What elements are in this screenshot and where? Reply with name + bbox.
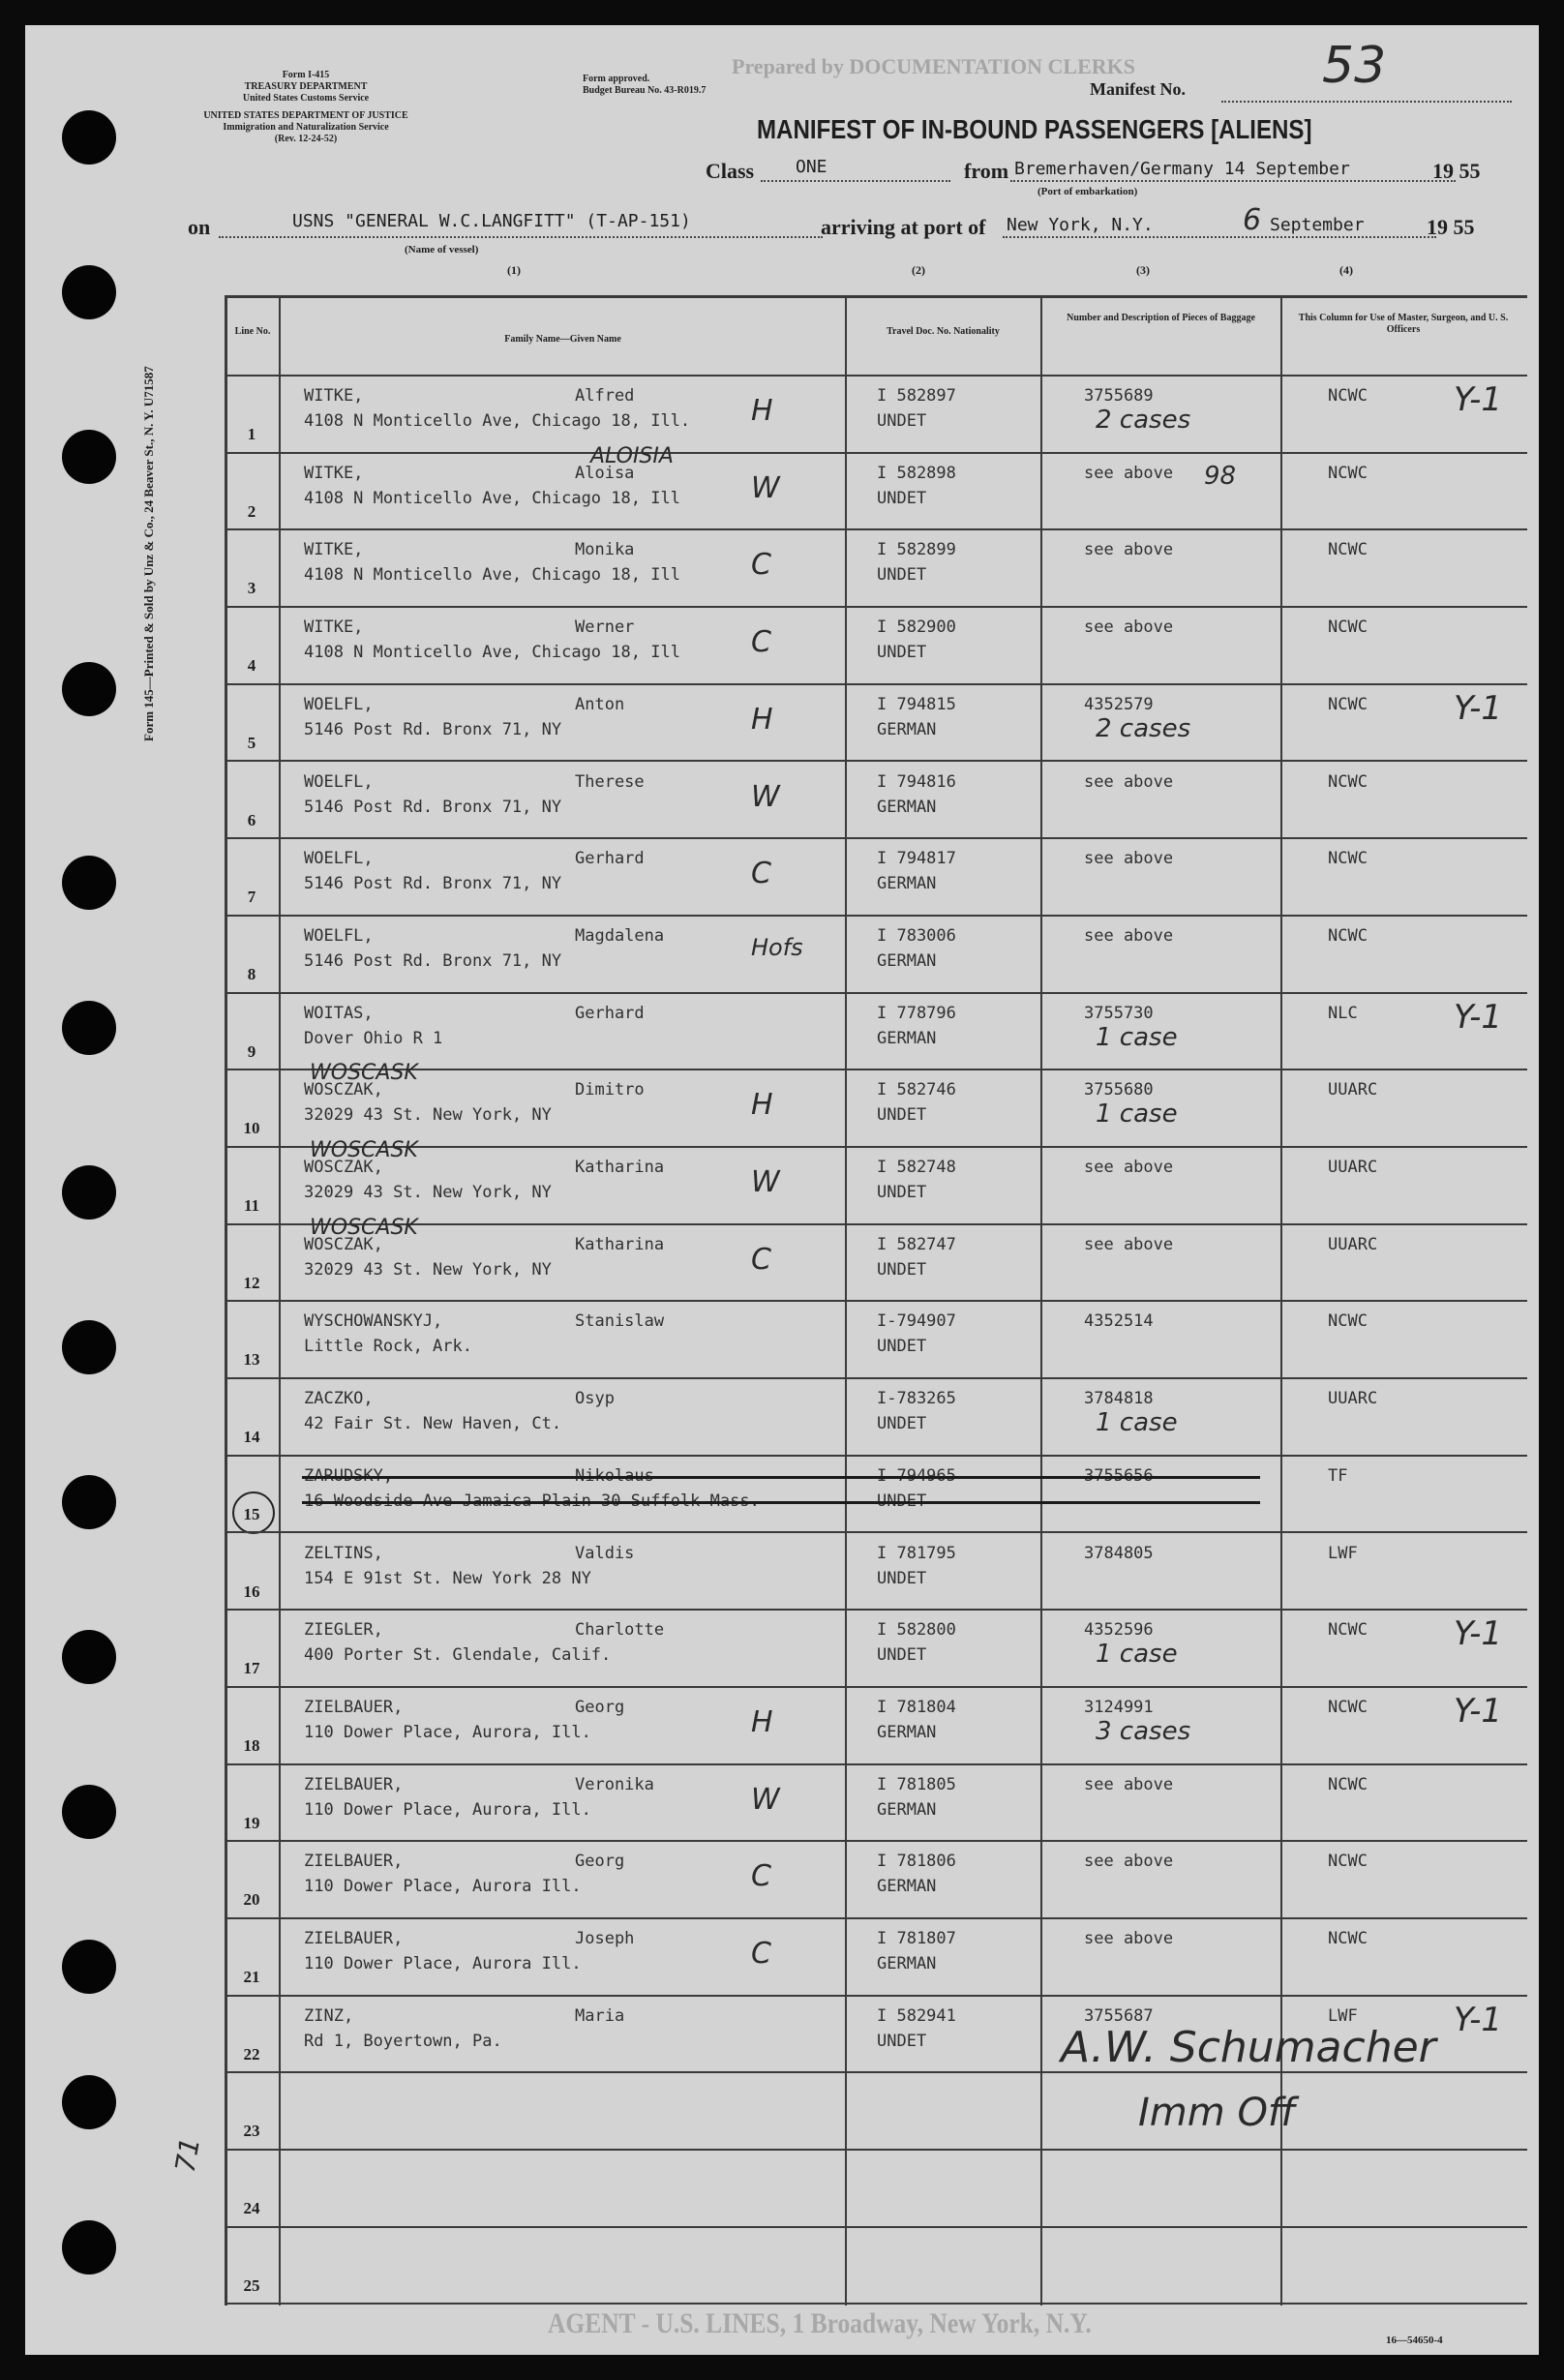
manifest-number: 53 [1322, 37, 1387, 95]
arrival-port: New York, N.Y. [1007, 215, 1154, 235]
given-name: Stanislaw [575, 1311, 665, 1332]
nationality: UNDET [877, 411, 927, 431]
address: 400 Porter St. Glendale, Calif. [304, 1645, 612, 1666]
family-name: ZIELBAUER, [304, 1852, 404, 1872]
baggage-number: see above [1084, 1158, 1174, 1177]
arrival-year: 19 55 [1427, 215, 1475, 239]
class-label: Class [706, 159, 755, 183]
given-name: Anton [575, 694, 625, 714]
agency-code: TF [1328, 1465, 1348, 1486]
agency-code: NCWC [1328, 386, 1368, 406]
travel-doc-number: I 582897 [877, 386, 956, 406]
officer-note: Y-1 [1454, 688, 1502, 728]
nationality: UNDET [877, 1105, 927, 1126]
relationship-mark: C [751, 548, 771, 583]
travel-doc-number: I 582748 [877, 1158, 956, 1177]
travel-doc-number: I 582747 [877, 1234, 956, 1254]
arrival-day: 6 [1243, 203, 1262, 237]
line-number: 25 [243, 2275, 260, 2295]
baggage-number: see above [1084, 618, 1174, 638]
agency-code: LWF [1328, 2005, 1358, 2026]
officer-title: Imm Off [1138, 2091, 1296, 2135]
table-row [225, 1534, 1527, 1612]
officer-signature: A.W. Schumacher [1061, 2023, 1436, 2072]
address: 110 Dower Place, Aurora Ill. [304, 1954, 582, 1973]
arrival-month: September [1270, 215, 1365, 235]
from-value: Bremerhaven/Germany 14 September [1014, 159, 1350, 179]
address: 110 Dower Place, Aurora Ill. [304, 1877, 582, 1897]
baggage-number: 3755730 [1084, 1003, 1154, 1023]
baggage-number: 3784805 [1084, 1543, 1154, 1563]
class-value: ONE [796, 157, 827, 177]
travel-doc-number: I 582898 [877, 463, 956, 483]
punch-hole [62, 110, 116, 165]
nationality: UNDET [877, 2031, 927, 2051]
given-name: Katharina [575, 1158, 665, 1177]
travel-doc-number: I 582746 [877, 1080, 956, 1100]
agency-code: UUARC [1328, 1080, 1378, 1100]
nationality: GERMAN [877, 1028, 937, 1048]
given-name: Aloisa [575, 463, 635, 483]
line-number: 18 [243, 1735, 260, 1755]
address: 110 Dower Place, Aurora, Ill. [304, 1722, 591, 1742]
strike-through-line [302, 1501, 1260, 1504]
table-row [225, 1842, 1527, 1919]
agency-code: NCWC [1328, 925, 1368, 946]
relationship-mark: W [751, 470, 780, 505]
relationship-mark: C [751, 1242, 771, 1277]
family-name: ZIELBAUER, [304, 1929, 404, 1948]
family-name: WITKE, [304, 386, 364, 406]
given-name: Gerhard [575, 849, 645, 869]
travel-doc-number: I 794816 [877, 771, 956, 792]
given-name: Joseph [575, 1929, 635, 1948]
baggage-number: 4352514 [1084, 1311, 1154, 1332]
given-name: Dimitro [575, 1080, 645, 1100]
baggage-handwritten: 1 case [1096, 1640, 1178, 1670]
col-header-officers: This Column for Use of Master, Surgeon, and U. S. Officers [1298, 313, 1509, 335]
baggage-handwritten: 98 [1204, 461, 1237, 491]
baggage-number: see above [1084, 849, 1174, 869]
baggage-number: see above [1084, 1852, 1174, 1872]
agency-code: LWF [1328, 1543, 1358, 1563]
agency-code: NCWC [1328, 1697, 1368, 1717]
agency-code: NCWC [1328, 463, 1368, 483]
line-number: 17 [243, 1659, 260, 1678]
line-number: 12 [243, 1273, 260, 1292]
family-name: WYSCHOWANSKYJ, [304, 1311, 443, 1332]
baggage-number: 3784818 [1084, 1389, 1154, 1409]
budget-number: Budget Bureau No. 43-R019.7 [583, 85, 707, 96]
family-name: WOSCZAK, [304, 1080, 383, 1100]
line-number: 16 [243, 1582, 260, 1601]
baggage-number: see above [1084, 1929, 1174, 1948]
baggage-number: see above [1084, 463, 1174, 483]
agency-code: NCWC [1328, 849, 1368, 869]
relationship-mark: C [751, 1937, 771, 1971]
baggage-number: 4352596 [1084, 1620, 1154, 1641]
line-number: 1 [247, 425, 256, 443]
given-name: Katharina [575, 1234, 665, 1254]
travel-doc-number: I 783006 [877, 925, 956, 946]
form-identity [161, 70, 451, 145]
line-number: 15 [243, 1504, 260, 1523]
travel-doc-number: I 794817 [877, 849, 956, 869]
address: Dover Ohio R 1 [304, 1028, 443, 1048]
agency-code: NCWC [1328, 1620, 1368, 1641]
name-correction: WOSCASK [310, 1138, 418, 1162]
nationality: UNDET [877, 1568, 927, 1588]
given-name: Gerhard [575, 1003, 645, 1023]
form-approved: Form approved. [583, 74, 650, 84]
table-row [225, 1215, 1527, 1303]
line-number: 13 [243, 1350, 260, 1370]
officer-note: Y-1 [1454, 1691, 1502, 1731]
table-row [225, 994, 1527, 1071]
punch-hole [62, 1475, 116, 1529]
baggage-number: see above [1084, 1774, 1174, 1794]
table-row [225, 1302, 1527, 1379]
given-name: Valdis [575, 1543, 635, 1563]
form-number: Form I-415 [282, 70, 330, 80]
line-number: 2 [247, 501, 256, 521]
baggage-number: see above [1084, 925, 1174, 946]
address: 32029 43 St. New York, NY [304, 1259, 552, 1280]
baggage-number: 3124991 [1084, 1697, 1154, 1717]
given-name: Magdalena [575, 925, 665, 946]
travel-doc-number: I 781807 [877, 1929, 956, 1948]
baggage-number: 4352579 [1084, 694, 1154, 714]
family-name: WOELFL, [304, 849, 374, 869]
address: 4108 N Monticello Ave, Chicago 18, Ill [304, 488, 680, 508]
punch-hole [62, 430, 116, 484]
baggage-handwritten: 2 cases [1096, 406, 1191, 435]
margin-mark: 71 [168, 2135, 207, 2175]
line-number: 5 [247, 733, 256, 752]
passenger-table [225, 295, 1527, 2305]
table-row [225, 2073, 1527, 2151]
punch-hole [62, 1785, 116, 1839]
relationship-mark: H [751, 1088, 773, 1123]
nationality: UNDET [877, 1645, 927, 1666]
approval-block [583, 74, 706, 97]
punch-hole [62, 856, 116, 910]
vessel-name: USNS "GENERAL W.C.LANGFITT" (T-AP-151) [292, 211, 691, 231]
justice-name: UNITED STATES DEPARTMENT OF JUSTICE [203, 110, 408, 121]
col-header-line: Line No. [234, 326, 271, 337]
family-name: ZIEGLER, [304, 1620, 383, 1641]
baggage-number: see above [1084, 771, 1174, 792]
relationship-mark: C [751, 625, 771, 660]
travel-doc-number: I 781806 [877, 1852, 956, 1872]
address: 154 E 91st St. New York 28 NY [304, 1568, 591, 1588]
relationship-mark: W [751, 1165, 780, 1199]
table-row [225, 2151, 1527, 2228]
agency-code: NCWC [1328, 1311, 1368, 1332]
column-number-1: (1) [507, 263, 521, 277]
nationality: GERMAN [877, 1799, 937, 1820]
punch-hole [62, 1940, 116, 1994]
punch-hole [62, 1165, 116, 1220]
table-row [225, 1611, 1527, 1688]
nationality: GERMAN [877, 950, 937, 971]
name-correction: WOSCASK [310, 1215, 418, 1240]
vessel-name-note: (Name of vessel) [405, 244, 479, 256]
table-row [225, 1379, 1527, 1457]
column-number-4: (4) [1339, 263, 1353, 277]
line-number: 4 [247, 656, 256, 676]
travel-doc-number: I 781805 [877, 1774, 956, 1794]
family-name: WOITAS, [304, 1003, 374, 1023]
table-row [225, 839, 1527, 917]
family-name: ZIELBAUER, [304, 1774, 404, 1794]
address: 5146 Post Rd. Bronx 71, NY [304, 874, 562, 894]
address: 4108 N Monticello Ave, Chicago 18, Ill [304, 565, 680, 586]
punch-hole [62, 662, 116, 716]
given-name: Alfred [575, 386, 635, 406]
agent-stamp: AGENT - U.S. LINES, 1 Broadway, New York, N.Y. [548, 2307, 1092, 2339]
line-number: 10 [243, 1119, 260, 1138]
nationality: GERMAN [877, 874, 937, 894]
line-number: 20 [243, 1890, 260, 1910]
line-number: 9 [247, 1041, 256, 1061]
agency-code: NCWC [1328, 1852, 1368, 1872]
port-embark-note: (Port of embarkation) [1038, 186, 1138, 197]
agency-code: UUARC [1328, 1158, 1378, 1177]
punch-hole [62, 2075, 116, 2129]
address: 4108 N Monticello Ave, Chicago 18, Ill. [304, 411, 691, 431]
ins-name: Immigration and Naturalization Service [223, 122, 389, 133]
agency-code: NCWC [1328, 694, 1368, 714]
family-name: WOELFL, [304, 925, 374, 946]
relationship-mark: H [751, 394, 773, 428]
baggage-number: see above [1084, 540, 1174, 560]
table-row [225, 1457, 1527, 1534]
travel-doc-number: I 582800 [877, 1620, 956, 1641]
table-row [225, 608, 1527, 685]
travel-doc-number: I 781804 [877, 1697, 956, 1717]
given-name: Georg [575, 1852, 625, 1872]
line-number: 14 [243, 1428, 260, 1447]
nationality: GERMAN [877, 1877, 937, 1897]
address: Little Rock, Ark. [304, 1337, 472, 1357]
col-header-name: Family Name—Given Name [504, 334, 621, 345]
given-name: Charlotte [575, 1620, 665, 1641]
from-label: from [964, 159, 1009, 183]
punch-hole [62, 1001, 116, 1055]
form-code: 16—54650-4 [1386, 2335, 1443, 2346]
officer-note: Y-1 [1454, 380, 1502, 419]
table-row [225, 1765, 1527, 1843]
given-name: Monika [575, 540, 635, 560]
baggage-handwritten: 2 cases [1096, 713, 1191, 743]
strike-through-line [302, 1476, 1260, 1479]
line-number: 7 [247, 888, 256, 907]
page-title: MANIFEST OF IN-BOUND PASSENGERS [ALIENS] [757, 114, 1312, 144]
officer-note: Y-1 [1454, 2000, 1502, 2039]
address: 4108 N Monticello Ave, Chicago 18, Ill [304, 643, 680, 663]
family-name: ZACZKO, [304, 1389, 374, 1409]
travel-doc-number: I 582941 [877, 2005, 956, 2026]
officer-note: Y-1 [1454, 1614, 1502, 1654]
address: 42 Fair St. New Haven, Ct. [304, 1414, 562, 1434]
baggage-handwritten: 1 case [1096, 1408, 1178, 1438]
manifest-page [25, 25, 1539, 2355]
officer-note: Y-1 [1454, 997, 1502, 1037]
address: 5146 Post Rd. Bronx 71, NY [304, 719, 562, 739]
travel-doc-number: I-794907 [877, 1311, 956, 1332]
relationship-mark: C [751, 1859, 771, 1894]
line-number: 19 [243, 1813, 260, 1832]
punch-hole [62, 265, 116, 319]
relationship-mark: W [751, 779, 780, 814]
agency-code: NCWC [1328, 1774, 1368, 1794]
family-name: WITKE, [304, 618, 364, 638]
baggage-number: 3755689 [1084, 386, 1154, 406]
family-name: WOELFL, [304, 771, 374, 792]
given-name: Veronika [575, 1774, 654, 1794]
family-name: WOELFL, [304, 694, 374, 714]
agency-code: NCWC [1328, 1929, 1368, 1948]
travel-doc-number: I-783265 [877, 1389, 956, 1409]
line-number: 23 [243, 2122, 260, 2141]
table-row [225, 443, 1527, 531]
nationality: UNDET [877, 1183, 927, 1202]
relationship-mark: C [751, 857, 771, 891]
baggage-number: 3755680 [1084, 1080, 1154, 1100]
agency-code: UUARC [1328, 1389, 1378, 1409]
col-header-travel: Travel Doc. No. Nationality [887, 326, 1000, 337]
family-name: WOSCZAK, [304, 1158, 383, 1177]
table-row [225, 377, 1527, 454]
table-row [225, 763, 1527, 840]
table-row [225, 917, 1527, 994]
from-year: 19 55 [1432, 159, 1481, 183]
family-name: ZINZ, [304, 2005, 354, 2026]
nationality: UNDET [877, 565, 927, 586]
revision: (Rev. 12-24-52) [274, 134, 338, 144]
arriving-label: arriving at port of [821, 215, 986, 239]
family-name: WOSCZAK, [304, 1234, 383, 1254]
punch-hole [62, 1320, 116, 1374]
name-correction: ALOISIA [590, 443, 674, 468]
customs-name: United States Customs Service [242, 93, 370, 104]
nationality: GERMAN [877, 1954, 937, 1973]
address: 5146 Post Rd. Bronx 71, NY [304, 797, 562, 817]
address: 110 Dower Place, Aurora, Ill. [304, 1799, 591, 1820]
address: Rd 1, Boyertown, Pa. [304, 2031, 502, 2051]
agency-code: NCWC [1328, 540, 1368, 560]
baggage-handwritten: 1 case [1096, 1100, 1178, 1130]
line-number: 22 [243, 2044, 260, 2064]
nationality: GERMAN [877, 1722, 937, 1742]
column-number-2: (2) [912, 263, 925, 277]
relationship-mark: H [751, 702, 773, 737]
address: 5146 Post Rd. Bronx 71, NY [304, 950, 562, 971]
baggage-handwritten: 3 cases [1096, 1716, 1191, 1746]
baggage-handwritten: 1 case [1096, 1022, 1178, 1052]
punch-hole [62, 2220, 116, 2275]
prepared-by-stamp: Prepared by DOCUMENTATION CLERKS [732, 54, 1136, 78]
given-name: Georg [575, 1697, 625, 1717]
side-printer-note: Form 145—Printed & Sold by Unz & Co., 24 Beaver St., N. Y. U71587 [141, 366, 156, 741]
relationship-mark: Hofs [751, 933, 803, 961]
baggage-number: 3755687 [1084, 2005, 1154, 2026]
travel-doc-number: I 778796 [877, 1003, 956, 1023]
table-row [225, 1138, 1527, 1225]
given-name: Maria [575, 2005, 625, 2026]
family-name: WITKE, [304, 463, 364, 483]
travel-doc-number: I 582899 [877, 540, 956, 560]
table-row [225, 1061, 1527, 1148]
relationship-mark: W [751, 1782, 780, 1817]
address: 32029 43 St. New York, NY [304, 1105, 552, 1126]
agency-code: NLC [1328, 1003, 1358, 1023]
line-number: 3 [247, 579, 256, 598]
table-row [225, 1688, 1527, 1765]
nationality: GERMAN [877, 719, 937, 739]
address: 32029 43 St. New York, NY [304, 1183, 552, 1202]
nationality: UNDET [877, 1259, 927, 1280]
line-number: 8 [247, 964, 256, 983]
table-row [225, 530, 1527, 608]
punch-hole [62, 1630, 116, 1684]
agency-code: NCWC [1328, 618, 1368, 638]
family-name: ZELTINS, [304, 1543, 383, 1563]
given-name: Therese [575, 771, 645, 792]
table-row [225, 2228, 1527, 2305]
travel-doc-number: I 794815 [877, 694, 956, 714]
col-header-baggage: Number and Description of Pieces of Baggage [1067, 313, 1255, 323]
line-number: 21 [243, 1968, 260, 1986]
nationality: UNDET [877, 1414, 927, 1434]
table-row [225, 685, 1527, 763]
dept-name: TREASURY DEPARTMENT [244, 81, 368, 92]
nationality: UNDET [877, 488, 927, 508]
line-number: 11 [243, 1196, 260, 1215]
line-number: 24 [243, 2199, 260, 2218]
family-name: ZIELBAUER, [304, 1697, 404, 1717]
column-number-3: (3) [1136, 263, 1150, 277]
table-row [225, 1919, 1527, 1997]
given-name: Werner [575, 618, 635, 638]
nationality: UNDET [877, 643, 927, 663]
relationship-mark: H [751, 1704, 773, 1739]
on-label: on [188, 215, 211, 239]
agency-code: UUARC [1328, 1234, 1378, 1254]
name-correction: WOSCASK [310, 1061, 418, 1086]
agency-code: NCWC [1328, 771, 1368, 792]
line-circle-mark [232, 1491, 275, 1534]
travel-doc-number: I 582900 [877, 618, 956, 638]
nationality: UNDET [877, 1337, 927, 1357]
line-number: 6 [247, 810, 256, 829]
given-name: Osyp [575, 1389, 615, 1409]
family-name: WITKE, [304, 540, 364, 560]
travel-doc-number: I 781795 [877, 1543, 956, 1563]
manifest-no-label: Manifest No. [1090, 79, 1186, 99]
baggage-number: see above [1084, 1234, 1174, 1254]
nationality: GERMAN [877, 797, 937, 817]
